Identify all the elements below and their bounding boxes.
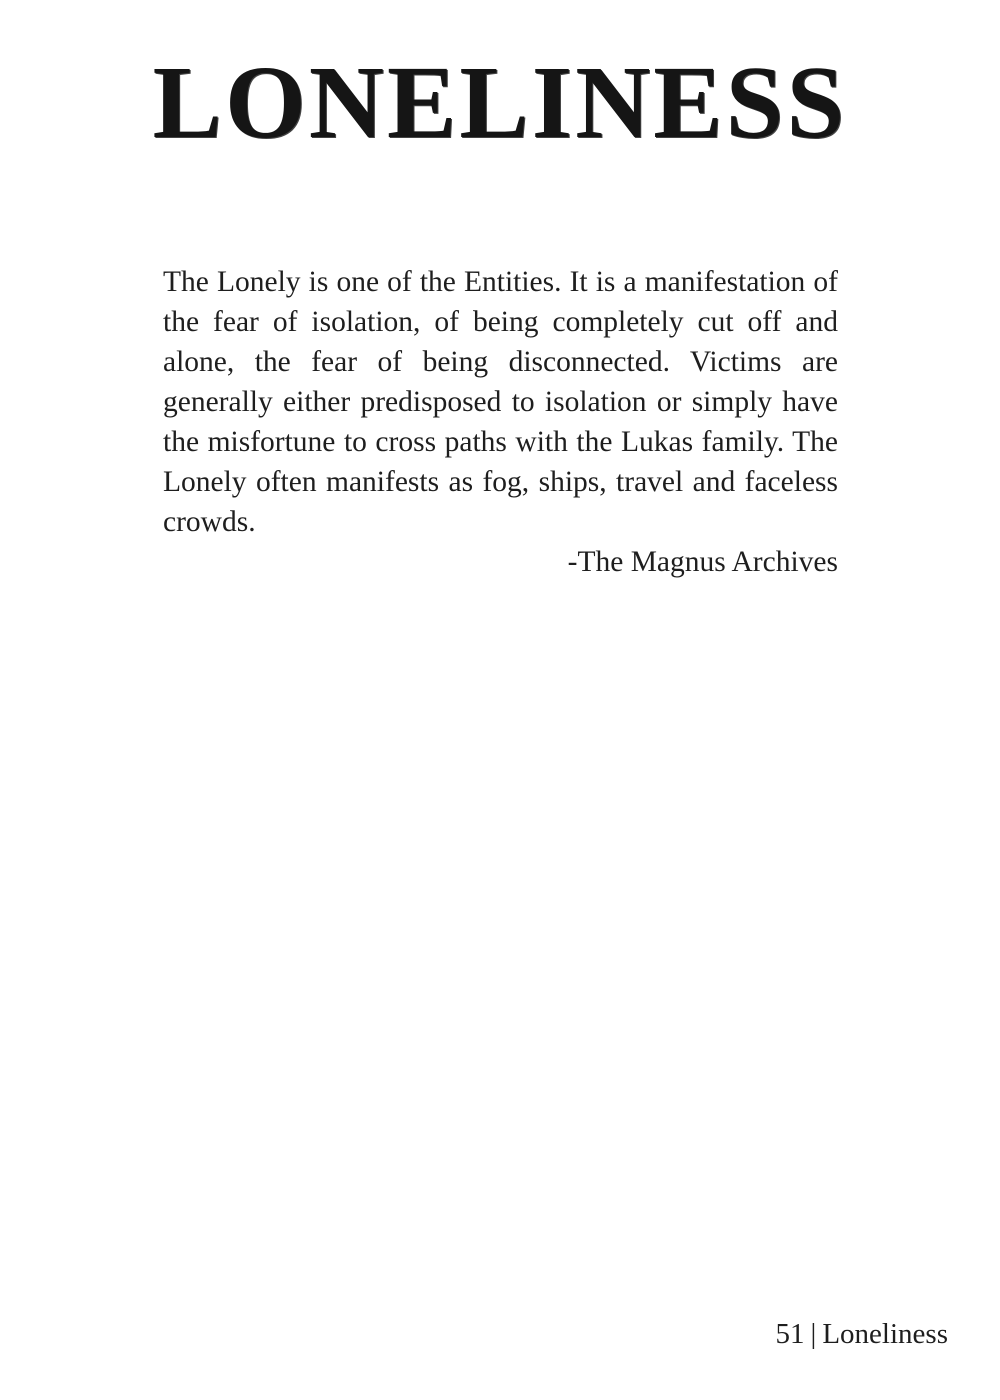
footer-section-title: Loneliness	[822, 1318, 948, 1350]
page-footer	[776, 1314, 948, 1354]
footer-separator: |	[810, 1318, 817, 1350]
body-paragraph: The Lonely is one of the Entities. It is a manifestation of the fear of isolation, of being completely cut off and alone, the fear of being disconnected. Victims are generally either predisposed to isolation or simply have the misfortune to cross paths with the Lukas family. The Lonely often manifests as fog, ships, travel and faceless crowds.	[163, 266, 838, 538]
page-number: 51	[775, 1318, 805, 1350]
body-text-block	[163, 262, 838, 582]
page-title: LONELINESS	[152, 45, 848, 160]
attribution: -The Magnus Archives	[567, 546, 838, 578]
